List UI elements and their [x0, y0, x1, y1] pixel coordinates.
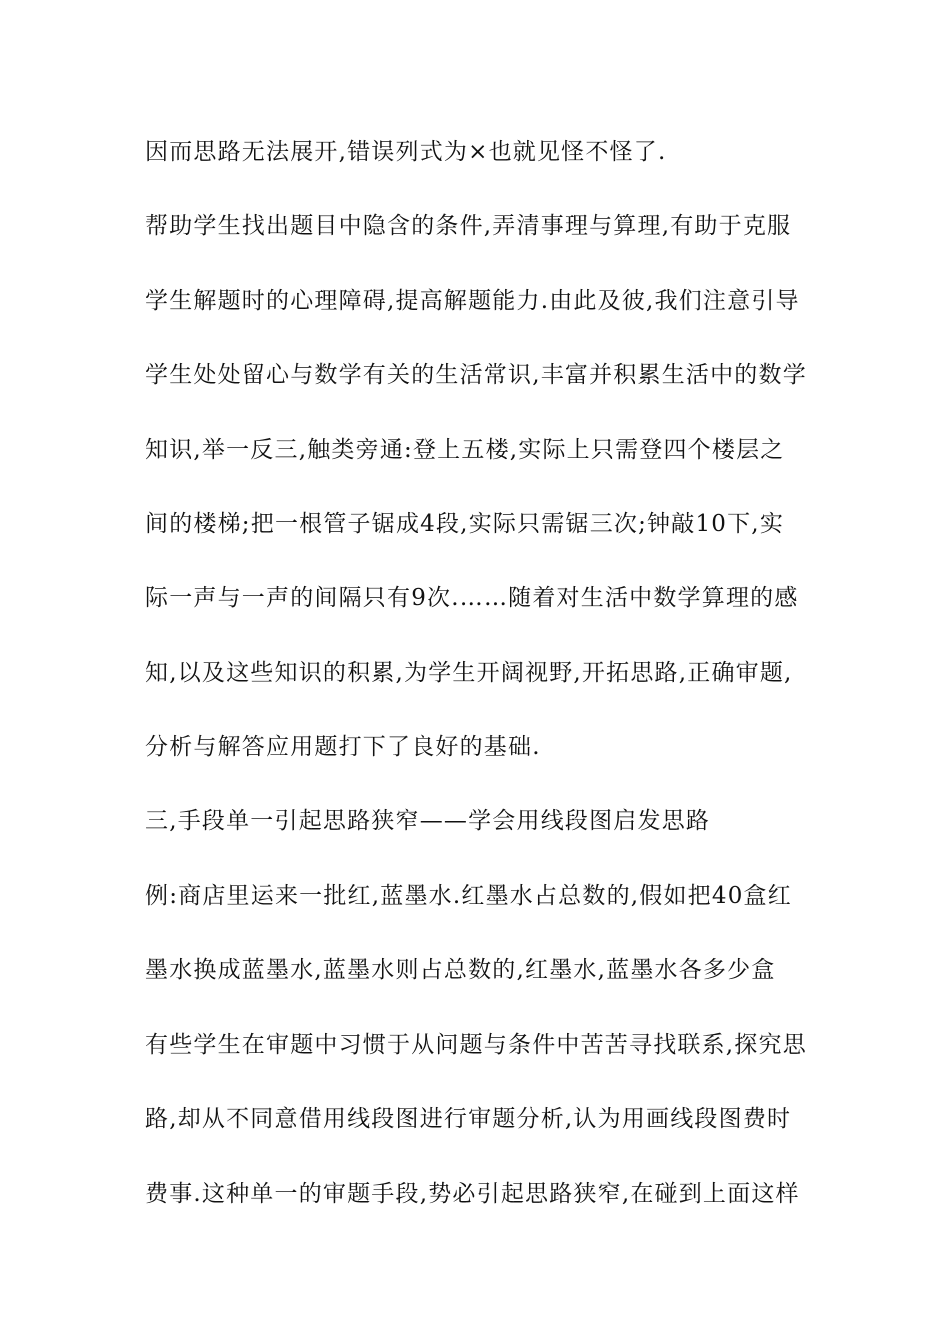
paragraph-line: 知识,举一反三,触类旁通:登上五楼,实际上只需登四个楼层之 — [145, 437, 785, 463]
paragraph-line: 学生解题时的心理障碍,提高解题能力.由此及彼,我们注意引导 — [145, 288, 800, 314]
paragraph-line: 帮助学生找出题目中隐含的条件,弄清事理与算理,有助于克服 — [145, 213, 792, 239]
paragraph-line: 费事.这种单一的审题手段,势必引起思路狭窄,在碰到上面这样 — [145, 1181, 800, 1207]
paragraph-line: 际一声与一声的间隔只有9次.……随着对生活中数学算理的感 — [145, 585, 799, 611]
paragraph-line: 因而思路无法展开,错误列式为×也就见怪不怪了. — [145, 139, 667, 165]
example-line: 墨水换成蓝墨水,蓝墨水则占总数的,红墨水,蓝墨水各多少盒 — [145, 957, 776, 983]
example-line: 例:商店里运来一批红,蓝墨水.红墨水占总数的,假如把40盒红 — [145, 883, 792, 909]
paragraph-line: 分析与解答应用题打下了良好的基础. — [145, 734, 541, 760]
paragraph-line: 间的楼梯;把一根管子锯成4段,实际只需锯三次;钟敲10下,实 — [145, 511, 785, 537]
paragraph-line: 路,却从不同意借用线段图进行审题分析,认为用画线段图费时 — [145, 1106, 792, 1132]
section-heading: 三,手段单一引起思路狭窄——学会用线段图启发思路 — [145, 808, 711, 834]
paragraph-line: 学生处处留心与数学有关的生活常识,丰富并积累生活中的数学 — [145, 362, 807, 388]
paragraph-line: 有些学生在审题中习惯于从问题与条件中苦苦寻找联系,探究思 — [145, 1032, 807, 1058]
paragraph-line: 知,以及这些知识的积累,为学生开阔视野,开拓思路,正确审题, — [145, 660, 793, 686]
